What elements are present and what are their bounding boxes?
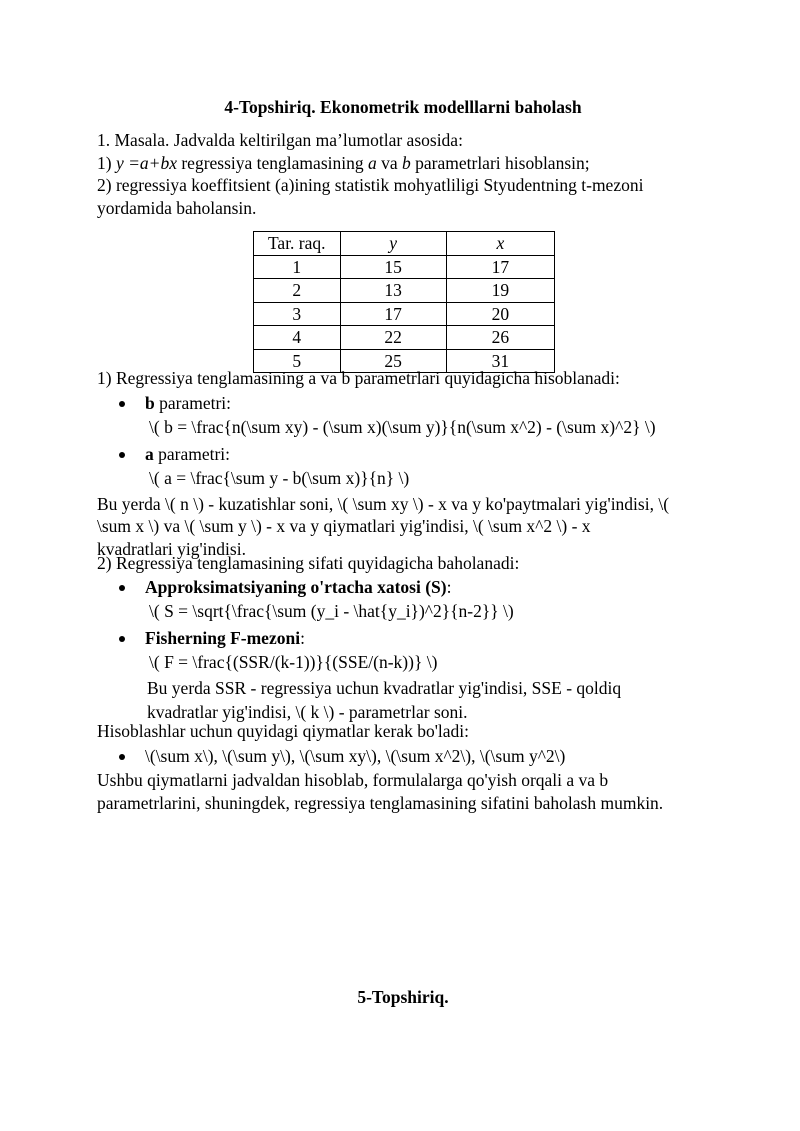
table-header-cell: Tar. raq. <box>254 232 341 256</box>
b-formula: \( b = \frac{n(\sum xy) - (\sum x)(\sum y)}{n(\sum x^2) - (\sum x)^2} \) <box>149 417 656 437</box>
regression-equation: y =a+bx <box>115 152 177 173</box>
list-item: a parametri: <box>97 443 709 466</box>
bullet-icon <box>119 401 125 407</box>
table-cell: 3 <box>254 302 341 326</box>
table-cell: 2 <box>254 279 341 303</box>
table-header-cell: x <box>446 232 554 256</box>
table-header-row <box>254 232 555 256</box>
f-explanation-line-1: Bu yerda SSR - regressiya uchun kvadratlar yig'indisi, SSE - qoldiq <box>147 677 622 698</box>
data-table <box>253 231 555 373</box>
bullet-icon <box>119 636 125 642</box>
next-task-title: 5-Topshiriq. <box>357 987 449 1007</box>
page-title: 4-Topshiriq. Ekonometrik modelllarni baholash <box>224 97 582 117</box>
intro-line-2: 1) y =a+bx regressiya tenglamasining a va b parametrlari hisoblansin; <box>97 152 590 173</box>
table-row <box>254 255 555 279</box>
table-cell: 19 <box>446 279 554 303</box>
table-cell: 1 <box>254 255 341 279</box>
table-cell: 13 <box>340 279 446 303</box>
table-cell: 31 <box>446 349 554 373</box>
intro-line-3: 2) regressiya koeffitsient (a)ining statistik mohyatliligi Styudentning t-mezoni <box>97 175 644 195</box>
s-formula: \( S = \sqrt{\frac{\sum (y_i - \hat{y_i})^2}{n-2}} \) <box>149 601 514 621</box>
table-row <box>254 302 555 326</box>
explanation-line-1: Bu yerda \( n \) - kuzatishlar soni, \( \sum xy \) - x va y ko'paytmalari yig'indisi, \( <box>97 493 670 514</box>
table-cell: 22 <box>340 326 446 350</box>
list-item: b parametri: <box>97 392 709 415</box>
bullet-icon <box>119 754 125 760</box>
closing-line-2: parametrlarini, shuningdek, regressiya tenglamasining sifatini baholash mumkin. <box>97 792 664 813</box>
table-cell: 15 <box>340 255 446 279</box>
list-item: \(\sum x\), \(\sum y\), \(\sum xy\), \(\sum x^2\), \(\sum y^2\) <box>97 745 709 768</box>
f-explanation-line-2: kvadratlar yig'indisi, \( k \) - parametrlar soni. <box>147 702 468 722</box>
closing-line-1: Ushbu qiymatlarni jadvaldan hisoblab, formulalarga qo'yish orqali a va b <box>97 770 609 790</box>
table-cell: 25 <box>340 349 446 373</box>
table-cell: 17 <box>340 302 446 326</box>
intro-line-4: yordamida baholansin. <box>97 197 257 218</box>
section-2-heading: 2) Regressiya tenglamasining sifati quyidagicha baholanadi: <box>97 553 520 573</box>
bullet-icon <box>119 585 125 591</box>
section-quality <box>97 552 709 724</box>
explanation-line-3: kvadratlari yig'indisi. <box>97 538 246 559</box>
table-cell: 20 <box>446 302 554 326</box>
table-row <box>254 326 555 350</box>
section-3-heading: Hisoblashlar uchun quyidagi qiymatlar kerak bo'ladi: <box>97 721 470 741</box>
section-1-heading: 1) Regressiya tenglamasining a va b parametrlari quyidagicha hisoblanadi: <box>97 368 620 388</box>
table-cell: 5 <box>254 349 341 373</box>
table-cell: 17 <box>446 255 554 279</box>
intro-line-1: 1. Masala. Jadvalda keltirilgan ma’lumotlar asosida: <box>97 130 463 150</box>
bullet-icon <box>119 452 125 458</box>
list-item: Approksimatsiyaning o'rtacha xatosi (S): <box>97 576 709 599</box>
f-formula: \( F = \frac{(SSR/(k-1))}{(SSE/(n-k))} \) <box>149 652 438 672</box>
problem-intro <box>97 129 709 219</box>
explanation-line-2: \sum x \) va \( \sum y \) - x va y qiymatlari yig'indisi, \( \sum x^2 \) - x <box>97 516 591 536</box>
list-item: Fisherning F-mezoni: <box>97 627 709 650</box>
table-header-cell: y <box>340 232 446 256</box>
section-parameters <box>97 367 709 560</box>
table-row <box>254 279 555 303</box>
a-formula: \( a = \frac{\sum y - b(\sum x)}{n} \) <box>149 468 410 488</box>
table-cell: 26 <box>446 326 554 350</box>
table-cell: 4 <box>254 326 341 350</box>
section-required-values <box>97 720 709 814</box>
